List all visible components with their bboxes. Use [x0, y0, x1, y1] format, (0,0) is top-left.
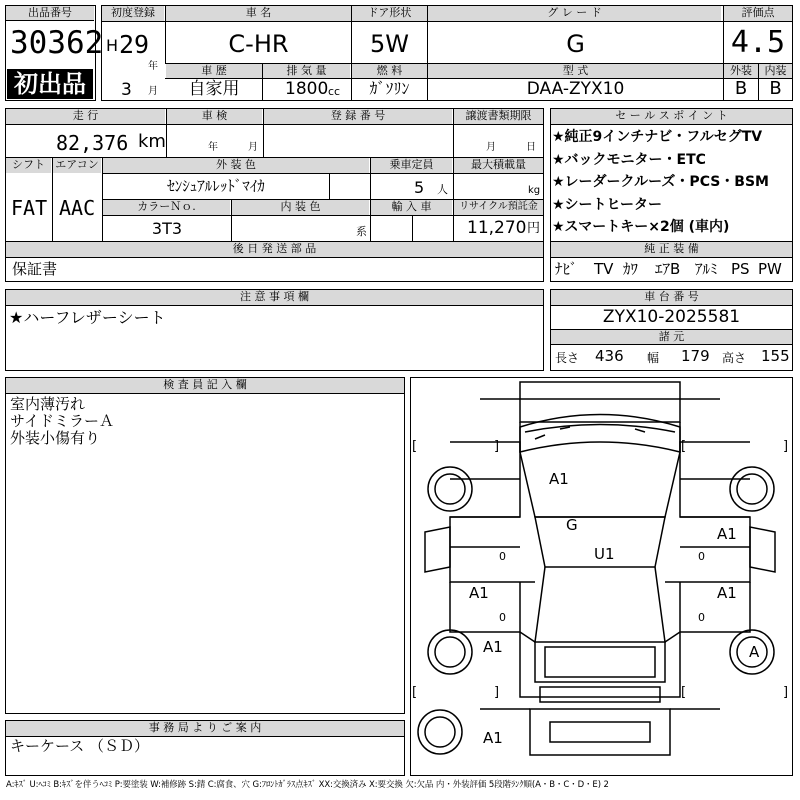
reg-no-label: 登 録 番 号 — [264, 109, 452, 124]
inspection-label: 車 検 — [167, 109, 262, 124]
transfer-label: 譲渡書類期限 — [454, 109, 543, 124]
reg-year: 29 — [119, 30, 150, 59]
mileage-label: 走 行 — [6, 109, 165, 124]
damage-mark: A1 — [717, 525, 737, 543]
shift-label: シフト — [6, 158, 51, 173]
equipment-item: PS — [731, 260, 750, 278]
inspector-line: サイドミラーＡ — [10, 412, 114, 430]
int-grade: B — [769, 78, 782, 99]
damage-mark: U1 — [594, 545, 615, 563]
model-code: DAA-ZYX10 — [526, 79, 625, 99]
zero-mark: 0 — [698, 611, 705, 624]
capacity-value: 5 — [414, 178, 425, 197]
fuel-label: 燃 料 — [352, 64, 427, 78]
year-unit: 年 — [148, 61, 158, 72]
recycle-label: リサイクル預託金 — [454, 200, 543, 215]
bracket-left: [ — [412, 685, 418, 700]
color-no-label: カラーＮｏ. — [103, 200, 230, 215]
ext-grade: B — [734, 78, 748, 99]
sales-point-item: ★レーダークルーズ・PCS・BSM — [552, 174, 769, 190]
transfer-day-unit: 日 — [526, 142, 536, 153]
car-name: C-HR — [228, 30, 289, 58]
damage-mark: A — [749, 643, 760, 661]
capacity-unit: 人 — [437, 183, 448, 196]
sales-point-item: ★純正9インチナビ・フルセグTV — [552, 129, 763, 145]
equipment-item: PW — [758, 260, 782, 278]
width-label: 幅 — [647, 351, 660, 365]
damage-mark: A1 — [483, 638, 503, 656]
int-color-unit: 系 — [356, 225, 367, 238]
ext-color-value: ｾﾝｼｭｱﾙﾚｯﾄﾞﾏｲｶ — [167, 177, 265, 195]
score-value: 4.5 — [730, 25, 786, 60]
int-color-label: 内 装 色 — [232, 200, 369, 215]
damage-mark: A1 — [717, 584, 737, 602]
door-type: 5W — [370, 30, 409, 58]
height-value: 155 — [761, 347, 790, 365]
transfer-month-unit: 月 — [486, 142, 496, 153]
bracket-right: ] — [494, 439, 500, 454]
equipment-item: ｶﾜ — [623, 260, 639, 278]
zero-mark: 0 — [499, 611, 506, 624]
equipment-item: TV — [594, 260, 614, 278]
door-label: ドア形状 — [352, 6, 427, 21]
equipment-item: ﾅﾋﾞ — [555, 260, 578, 278]
ext-color-label: 外 装 色 — [103, 158, 369, 173]
mileage-value: 82,376 — [56, 131, 129, 155]
notes-label: 注 意 事 項 欄 — [6, 290, 543, 305]
damage-mark: G — [566, 516, 578, 534]
office-label: 事 務 局 よ り ご 案 内 — [6, 721, 404, 736]
ext-label: 外装 — [724, 64, 758, 78]
lot-number: 30362 — [10, 25, 104, 61]
max-load-unit: kg — [528, 185, 541, 196]
inspector-line: 外装小傷有り — [10, 429, 101, 447]
inspector-label: 検 査 員 記 入 欄 — [6, 378, 404, 393]
damage-mark: A1 — [469, 584, 489, 602]
grade-value: G — [566, 30, 585, 58]
length-label: 長さ — [555, 351, 580, 365]
chassis-number: ZYX10-2025581 — [602, 307, 741, 327]
recycle-unit: 円 — [527, 221, 541, 236]
shift-value: FAT — [11, 196, 48, 220]
zero-mark: 0 — [698, 550, 705, 563]
car-name-label: 車 名 — [166, 6, 351, 21]
history-value: 自家用 — [188, 79, 240, 99]
insp-year-unit: 年 — [208, 142, 218, 153]
month-unit: 月 — [148, 86, 158, 97]
equipment-item: ｱﾙﾐ — [695, 260, 718, 278]
era: H — [106, 36, 119, 55]
history-label: 車 歴 — [166, 64, 262, 78]
bracket-right: ] — [783, 685, 789, 700]
chassis-label: 車 台 番 号 — [551, 290, 792, 305]
later-parts-value: 保証書 — [12, 260, 58, 278]
office-text: キーケース （ＳＤ） — [10, 737, 150, 755]
sales-point-item: ★シートヒーター — [552, 197, 662, 213]
later-parts-label: 後 日 発 送 部 品 — [6, 242, 543, 257]
displacement-label: 排 気 量 — [263, 64, 350, 78]
equipment-item: ｴｱB — [655, 260, 681, 278]
car-outline-drawing — [410, 377, 793, 776]
height-label: 高さ — [722, 351, 747, 365]
capacity-label: 乗車定員 — [371, 158, 452, 173]
sales-point-item: ★スマートキー×2個 (車内) — [552, 219, 730, 235]
reg-month: 3 — [121, 80, 132, 100]
color-no-value: 3T3 — [151, 219, 183, 238]
damage-mark: A1 — [549, 470, 569, 488]
int-label: 内装 — [759, 64, 792, 78]
sales-points-label: セ ー ル ス ポ イ ン ト — [551, 109, 792, 124]
bracket-left: [ — [681, 439, 687, 454]
import-label: 輸 入 車 — [371, 200, 452, 215]
displacement-unit: cc — [328, 85, 341, 98]
first-reg-label: 初度登録 — [102, 6, 164, 21]
first-listing-badge: 初出品 — [7, 69, 93, 99]
max-load-label: 最大積載量 — [454, 158, 543, 173]
model-label: 型 式 — [428, 64, 723, 78]
equipment-label: 純 正 装 備 — [551, 242, 792, 257]
insp-month-unit: 月 — [248, 142, 258, 153]
ac-label: エアコン — [53, 158, 101, 173]
bracket-left: [ — [681, 685, 687, 700]
bracket-right: ] — [494, 685, 500, 700]
width-value: 179 — [681, 347, 710, 365]
fuel-value: ｶﾞｿﾘﾝ — [369, 79, 410, 98]
ac-value: AAC — [59, 196, 96, 220]
length-value: 436 — [595, 347, 624, 365]
recycle-value: 11,270 — [467, 218, 527, 238]
lot-no-label: 出品番号 — [6, 6, 94, 21]
damage-mark: A1 — [483, 729, 503, 747]
bracket-right: ] — [783, 439, 789, 454]
displacement-value: 1800 — [285, 79, 329, 99]
inspector-line: 室内薄汚れ — [10, 395, 86, 413]
zero-mark: 0 — [499, 550, 506, 563]
bracket-left: [ — [412, 439, 418, 454]
score-label: 評価点 — [724, 6, 792, 21]
dims-label: 諸 元 — [551, 330, 792, 344]
lot-box — [5, 5, 104, 101]
notes-text: ★ハーフレザーシート — [9, 308, 166, 327]
sales-point-item: ★バックモニター・ETC — [552, 152, 706, 168]
mileage-unit: km — [138, 131, 166, 152]
grade-label: グ レ ー ド — [428, 6, 721, 21]
legend-text: A:ｷｽﾞ U:ﾍｺﾐ B:ｷｽﾞを伴うﾍｺﾐ P:要塗装 W:補修跡 S:錆 C:腐食、穴 G:ﾌﾛﾝﾄｶﾞﾗｽ点ｷｽﾞ XX:交換済み X:要交換 欠:欠品 内・外装評価 5段階ﾗﾝｸ順(A・B・C・D・E) 2 — [6, 780, 609, 790]
